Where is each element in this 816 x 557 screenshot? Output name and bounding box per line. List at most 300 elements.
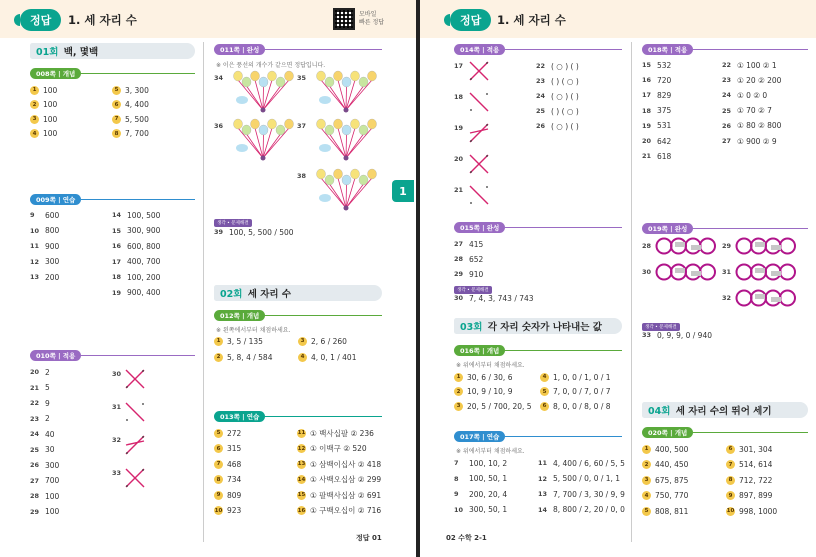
answer-value: 20, 5 / 700, 20, 5	[467, 401, 532, 411]
answer-value: 100, 10, 2	[469, 458, 508, 468]
answer-row-018	[642, 89, 671, 101]
answer-value: 100	[43, 114, 58, 124]
item-number: 28	[30, 492, 40, 500]
answer-row-018	[642, 105, 671, 117]
answer-row-017	[454, 488, 507, 500]
item-number: 28	[642, 242, 652, 250]
item-number: 21	[454, 186, 464, 194]
answer-row-013	[297, 458, 381, 470]
qr-code-icon[interactable]	[333, 8, 355, 30]
answer-row-020	[642, 505, 688, 517]
matching-item	[454, 184, 469, 196]
item-number: 21	[30, 383, 40, 392]
tag-016: 016쪽 | 개념	[454, 344, 622, 356]
item-number: 14	[112, 211, 122, 219]
answer-value: 2	[45, 367, 50, 377]
item-number: 25	[722, 106, 732, 115]
answer-value: ① 백사십팔 ② 236	[310, 428, 374, 438]
note-017: ※ 위에서부터 채점하세요.	[456, 448, 525, 455]
answer-value: 800	[45, 226, 60, 235]
answer-row-018	[642, 135, 671, 147]
answer-row-013	[214, 474, 241, 486]
answer-row-013	[214, 458, 241, 470]
answer-row-010	[30, 397, 50, 409]
answer-row-017	[538, 457, 625, 469]
item-number: 11	[30, 242, 40, 250]
answer-value: ( ○ ) ( )	[551, 61, 579, 71]
item-number: 30	[112, 370, 122, 378]
balloon-illustration	[228, 70, 298, 116]
answer-row-010	[30, 475, 59, 487]
answer-value: 734	[227, 475, 242, 484]
answer-value: 9	[45, 398, 50, 408]
item-number: 37	[297, 122, 307, 130]
item-number: 4	[298, 353, 307, 362]
answer-row-009	[30, 271, 59, 283]
item-number: 15	[642, 61, 652, 69]
item-number: 29	[722, 242, 732, 250]
item-number: 11	[297, 430, 306, 436]
item-number: 27	[722, 137, 732, 145]
answer-value: 514, 614	[739, 460, 773, 469]
answer-value: 4, 400 / 6, 60 / 5, 5	[553, 458, 625, 468]
answer-row-014	[536, 120, 579, 132]
item-number: 22	[722, 61, 732, 69]
item-number: 2	[214, 353, 223, 362]
item-number: 27	[30, 476, 40, 485]
item-number: 9	[454, 490, 459, 498]
item-number: 22	[30, 399, 40, 407]
ring-illustration	[735, 262, 797, 282]
answer-row-009	[30, 209, 59, 221]
answer-row-014	[536, 105, 579, 117]
item-number: 23	[536, 77, 546, 85]
answer-row-010	[30, 459, 59, 471]
item-number: 20	[642, 137, 652, 145]
tag-018: 018쪽 | 적용	[642, 43, 808, 55]
tag-020: 020쪽 | 개념	[642, 426, 808, 438]
note-016: ※ 위에서부터 채점하세요.	[456, 362, 525, 369]
item-number: 17	[112, 257, 122, 266]
answer-row-013	[297, 443, 367, 455]
answer-value: 300	[45, 460, 60, 470]
item-number: 5	[214, 429, 223, 438]
answer-value: 2, 6 / 260	[311, 336, 347, 346]
column-divider-right	[631, 42, 632, 542]
answer-value: 5, 500 / 0, 0 / 1, 1	[553, 474, 621, 483]
answer-value: 5, 8, 4 / 584	[227, 352, 273, 362]
matching-lines	[468, 184, 490, 206]
answer-row-020	[726, 474, 772, 486]
item-number: 20	[454, 155, 464, 163]
answer-value: ① 구백오십이 ② 716	[310, 506, 382, 515]
answer-value: ① 팔백사십삼 ② 691	[310, 490, 382, 500]
item-number: 10	[30, 226, 40, 235]
answer-row-013	[214, 443, 241, 455]
chapter-side-tab[interactable]: 1	[392, 180, 414, 202]
header-bar	[0, 0, 416, 38]
answer-row-008	[30, 128, 57, 140]
answer-row-015	[454, 238, 483, 250]
answer-value: 720	[657, 75, 672, 85]
answer-value: ① 이백구 ② 520	[310, 444, 367, 453]
answer-value: 652	[469, 254, 484, 264]
answer-row-008	[112, 99, 149, 111]
answer-value: ① 70 ② 7	[737, 106, 772, 116]
answer-value: 8, 800 / 2, 20 / 0, 0	[553, 505, 625, 514]
answer-value: 7, 700 / 3, 30 / 9, 9	[553, 489, 625, 499]
item-number: 7	[726, 460, 735, 469]
answer-value: 100	[43, 85, 58, 95]
item-number: 5	[112, 86, 121, 95]
item-number: 14	[297, 476, 306, 483]
item-number: 17	[454, 62, 464, 70]
matching-lines	[468, 122, 490, 144]
tag-009: 009쪽 | 연습	[30, 193, 195, 205]
answer-value: 200, 20, 4	[469, 489, 508, 499]
answer-value: ① 사백오십삼 ② 299	[310, 475, 382, 484]
answer-value: 618	[657, 151, 672, 161]
tag-012: 012쪽 | 개념	[214, 309, 382, 321]
answer-value: 2	[45, 414, 50, 423]
answer-value: 5	[45, 383, 50, 392]
balloon-item	[297, 72, 312, 84]
item-number: 33	[112, 469, 122, 477]
section-title-03: 03회 각 자리 숫자가 나타내는 값	[454, 318, 622, 334]
balloon-illustration	[311, 118, 381, 164]
matching-lines	[468, 153, 490, 175]
answer-value: ① 100 ② 1	[737, 60, 777, 70]
answer-row-016	[540, 386, 611, 398]
matching-lines	[468, 91, 490, 113]
balloon-illustration	[311, 168, 381, 214]
answer-row-013	[214, 489, 241, 501]
answer-value: 712, 722	[739, 475, 773, 485]
answer-value: 100	[43, 100, 58, 109]
balloon-illustration	[311, 70, 381, 116]
item-number: 27	[454, 240, 464, 248]
answer-value: 700	[45, 476, 60, 485]
item-number: 3	[30, 115, 39, 124]
section-title-04: 04회 세 자리 수의 뛰어 세기	[642, 402, 808, 418]
item-number: 16	[297, 507, 306, 514]
matching-lines	[468, 60, 490, 82]
answer-row-015	[454, 268, 483, 280]
column-divider	[203, 42, 204, 542]
answer-value: 8, 0, 0 / 8, 0 / 8	[553, 401, 611, 411]
item-number: 25	[536, 107, 546, 115]
item-number: 6	[214, 444, 223, 453]
item-number: 18	[642, 106, 652, 115]
answer-value: 100	[43, 129, 58, 138]
answer-row-016	[454, 400, 532, 412]
note-012: ※ 왼쪽에서부터 채점하세요.	[216, 327, 291, 334]
qr-caption: 모바일 빠른 정답	[359, 11, 385, 26]
item-number: 24	[30, 430, 40, 438]
item-number: 17	[642, 91, 652, 100]
answer-value: 675, 875	[655, 475, 689, 485]
item-number: 23	[722, 76, 732, 85]
answer-value: 300, 50, 1	[469, 505, 508, 514]
item-number: 32	[112, 436, 122, 444]
section-title-02: 02회 세 자리 수	[214, 285, 382, 301]
answer-row-009	[112, 240, 160, 252]
answer-value: 3, 300	[125, 85, 149, 95]
answer-row-010	[30, 428, 55, 440]
answer-value: 600	[45, 210, 60, 220]
answer-value: 100, 500	[127, 210, 161, 220]
item-number: 24	[536, 92, 546, 100]
answer-row-008	[30, 84, 57, 96]
item-number: 4	[540, 373, 549, 382]
item-number: 16	[112, 242, 122, 250]
answer-row-014	[536, 75, 579, 87]
answer-value: ① 0 ② 0	[737, 90, 768, 100]
answer-value: 4, 400	[125, 100, 149, 109]
mini-tag-015: 생각 • 문제해결	[454, 286, 492, 294]
answer-value: ( ) ( ○ )	[551, 76, 579, 86]
item-number: 34	[214, 74, 224, 82]
item-number: 13	[297, 461, 306, 467]
answer-row-015	[454, 253, 483, 265]
answer-row-020	[726, 505, 777, 517]
item-number: 5	[642, 507, 651, 516]
answer-row-020	[726, 443, 772, 455]
item-number: 13	[30, 273, 40, 281]
answer-row-018	[642, 59, 671, 71]
answer-row-010	[30, 382, 50, 394]
item-number: 25	[30, 445, 40, 454]
item-number: 6	[726, 445, 735, 454]
item-number: 5	[540, 387, 549, 396]
tag-011: 011쪽 | 완성	[214, 43, 382, 55]
answer-value: 415	[469, 239, 484, 249]
answer-value: 272	[227, 428, 242, 438]
answer-badge: 정답	[20, 9, 61, 31]
header-bar-right	[420, 0, 816, 38]
ring-illustration	[735, 236, 797, 256]
item-number: 15	[297, 492, 306, 498]
answer-row-017	[454, 457, 507, 469]
chapter-title-right: 1. 세 자리 수	[497, 13, 566, 27]
answer-value: 400, 700	[127, 257, 161, 266]
tag-013: 013쪽 | 연습	[214, 410, 382, 422]
answer-row-009	[30, 256, 59, 268]
answer-row-39: 39 100, 5, 500 / 500	[214, 227, 294, 237]
item-number: 23	[30, 414, 40, 423]
matching-item	[454, 122, 469, 134]
answer-row-009	[112, 225, 160, 237]
answer-value: 5, 500	[125, 114, 149, 124]
answer-row-008	[112, 113, 149, 125]
answer-value: 808, 811	[655, 506, 689, 516]
mini-tag-011: 생각 • 문제해결	[214, 219, 252, 227]
section-title-01: 01회 백, 몇백	[30, 43, 195, 59]
matching-lines	[124, 401, 146, 423]
item-number: 9	[214, 491, 223, 500]
matching-lines	[124, 467, 146, 489]
item-number: 1	[214, 337, 223, 346]
item-number: 12	[30, 257, 40, 266]
item-number: 1	[30, 86, 39, 95]
answer-value: 100, 50, 1	[469, 474, 508, 483]
answer-value: 100, 200	[127, 272, 161, 282]
answer-value: ( ○ ) ( )	[551, 91, 579, 101]
answer-row-018	[722, 135, 777, 147]
answer-value: 4, 0, 1 / 401	[311, 352, 357, 362]
item-number: 8	[214, 475, 223, 484]
balloon-illustration	[228, 118, 298, 164]
answer-row-018	[642, 150, 671, 162]
item-number: 31	[112, 403, 122, 411]
answer-value: 897, 899	[739, 491, 773, 500]
page-number-left: 정답 01	[356, 534, 382, 542]
answer-row-017	[454, 473, 507, 485]
item-number: 3	[298, 337, 307, 346]
item-number: 38	[297, 172, 307, 180]
item-number: 7	[454, 459, 459, 467]
answer-row-014	[536, 90, 579, 102]
answer-row-016	[540, 371, 611, 383]
answer-row-009	[112, 256, 160, 268]
answer-value: 809	[227, 490, 242, 500]
answer-row-017	[538, 504, 625, 516]
answer-value: 7, 0, 0 / 7, 0 / 7	[553, 387, 611, 396]
item-number: 8	[454, 474, 459, 483]
answer-value: 300	[45, 257, 60, 266]
item-number: 32	[722, 294, 732, 302]
answer-value: 10, 9 / 10, 9	[467, 387, 513, 396]
answer-value: 998, 1000	[739, 506, 778, 516]
matching-lines	[124, 368, 146, 390]
tag-019: 019쪽 | 완성	[642, 222, 808, 234]
answer-row-009	[112, 287, 160, 299]
answer-value: 40	[45, 429, 55, 439]
answer-value: 30, 6 / 30, 6	[467, 372, 513, 382]
item-number: 11	[538, 459, 548, 467]
ring-illustration	[655, 236, 717, 256]
answer-row-014	[536, 60, 579, 72]
item-number: 18	[454, 93, 464, 101]
tag-017: 017쪽 | 연습	[454, 430, 622, 442]
matching-item	[454, 91, 469, 103]
item-number: 13	[538, 490, 548, 498]
answer-row-013	[214, 427, 241, 439]
page-number-right: 02 수학 2-1	[446, 534, 487, 542]
item-number: 3	[454, 402, 463, 411]
item-number: 8	[726, 476, 735, 485]
answer-value: 200	[45, 272, 60, 282]
item-number: 36	[214, 122, 224, 130]
item-number: 26	[30, 461, 40, 469]
answer-value: ① 80 ② 800	[737, 121, 782, 131]
balloon-item	[297, 170, 312, 182]
item-number: 20	[30, 368, 40, 376]
item-number: 12	[297, 445, 306, 452]
answer-value: 30	[45, 445, 55, 454]
item-number: 1	[642, 445, 651, 454]
mini-tag-019: 생각 • 문제해결	[642, 323, 680, 331]
answer-row-018	[722, 89, 767, 101]
answer-value: 315	[227, 444, 242, 453]
item-number: 8	[112, 129, 121, 138]
answer-row-017	[454, 504, 507, 516]
item-number: 19	[642, 121, 652, 130]
answer-row-018	[642, 120, 671, 132]
answer-row-33: 33 0, 9, 9, 0 / 940	[642, 330, 713, 340]
answer-row-013	[214, 505, 241, 517]
balloon-item	[214, 120, 229, 132]
answer-row-016	[540, 400, 611, 412]
matching-item	[454, 60, 469, 72]
answer-row-008	[30, 99, 57, 111]
answer-row-012	[214, 351, 272, 363]
answer-row-020	[642, 474, 688, 486]
item-number: 29	[30, 507, 40, 516]
item-number: 7	[112, 115, 121, 124]
item-number: 9	[30, 211, 35, 219]
item-number: 12	[538, 474, 548, 483]
item-number: 31	[722, 268, 732, 276]
answer-row-020	[642, 443, 688, 455]
answer-row-009	[30, 240, 59, 252]
answer-value: ① 900 ② 9	[737, 136, 777, 146]
answer-value: 3, 5 / 135	[227, 336, 263, 346]
item-number: 2	[30, 100, 39, 109]
answer-value: 900, 400	[127, 288, 161, 297]
matching-lines	[124, 434, 146, 456]
answer-value: 532	[657, 60, 672, 70]
answer-value: 100	[45, 491, 60, 501]
tag-015: 015쪽 | 완성	[454, 221, 622, 233]
answer-badge-right: 정답	[450, 9, 491, 31]
item-number: 28	[454, 255, 464, 263]
answer-value: ① 20 ② 200	[737, 75, 782, 85]
answer-row-012	[298, 351, 356, 363]
right-page	[420, 0, 816, 557]
item-number: 4	[30, 129, 39, 138]
item-number: 22	[536, 62, 546, 70]
tag-008: 008쪽 | 개념	[30, 67, 195, 79]
answer-value: 301, 304	[739, 444, 773, 454]
answer-row-012	[298, 335, 347, 347]
ring-illustration	[655, 262, 717, 282]
item-number: 2	[454, 387, 463, 396]
item-number: 3	[642, 476, 651, 485]
answer-value: 900	[45, 241, 60, 251]
item-number: 26	[722, 121, 732, 130]
answer-row-008	[30, 113, 57, 125]
answer-value: ( ) ( ○ )	[551, 106, 579, 116]
answer-value: 100	[45, 507, 60, 516]
answer-row-018	[642, 74, 671, 86]
answer-row-010	[30, 413, 50, 425]
answer-row-020	[642, 490, 688, 502]
matching-item	[454, 153, 469, 165]
note-011: ※ 이은 풍선의 개수가 같으면 정답입니다.	[216, 62, 326, 69]
answer-value: 400, 500	[655, 444, 689, 454]
answer-row-013	[297, 474, 381, 486]
answer-row-010	[30, 490, 59, 502]
answer-row-016	[454, 386, 512, 398]
item-number: 18	[112, 273, 122, 281]
item-number: 7	[214, 460, 223, 469]
ring-illustration	[735, 288, 797, 308]
answer-row-013	[297, 489, 381, 501]
item-number: 15	[112, 226, 122, 235]
answer-value: ( ○ ) ( )	[551, 121, 579, 131]
answer-row-009	[112, 209, 160, 221]
